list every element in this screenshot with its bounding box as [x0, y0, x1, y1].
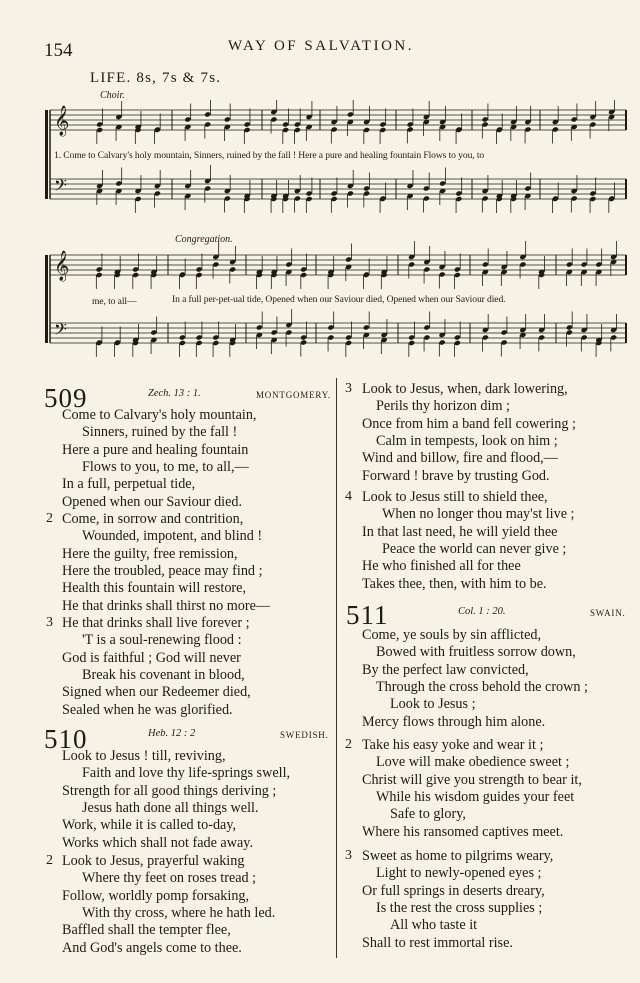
scripture-reference: Heb. 12 : 2 [148, 728, 196, 739]
hymn-line: Or full springs in deserts dreary, [362, 882, 545, 899]
hymn-line: Is the rest the cross supplies ; [376, 899, 543, 916]
hymn-line: In that last need, he will yield thee [362, 523, 558, 540]
page-number: 154 [44, 40, 73, 61]
hymn-line: God is faithful ; God will never [62, 649, 241, 666]
hymn-line: He who finished all for thee [362, 558, 521, 575]
hymn-line: Mercy flows through him alone. [362, 713, 546, 730]
bass-clef-icon: 𝄢 [54, 175, 67, 199]
hymn-line: While his wisdom guides your feet [376, 788, 575, 805]
choir-label: Choir. [100, 90, 125, 101]
music-system-1 [0, 100, 640, 230]
hymn-line: Takes thee, then, with him to be. [362, 575, 547, 592]
hymn-line: Wounded, impotent, and blind ! [82, 528, 263, 545]
hymn-line: Flows to you, to me, to all,— [82, 458, 249, 475]
tune-name: SWEDISH. [280, 730, 329, 740]
hymn-line: Sinners, ruined by the fall ! [82, 424, 238, 441]
hymn-line: Safe to glory, [390, 806, 466, 823]
hymn-line: Come to Calvary's holy mountain, [62, 407, 257, 423]
hymn-line: Health this fountain will restore, [62, 580, 247, 597]
system-brace [45, 110, 48, 199]
treble-clef-icon: 𝄞 [54, 106, 70, 136]
hymn-line: Opened when our Saviour died. [62, 493, 243, 510]
hymn-line: Break his covenant in blood, [82, 666, 245, 683]
hymn-number: 511 [346, 600, 389, 630]
hymn-line: Works which shall not fade away. [62, 834, 253, 851]
hymn-line: Love will make obedience sweet ; [376, 754, 570, 771]
running-head: WAY OF SALVATION. [228, 38, 415, 54]
hymn-line: Light to newly-opened eyes ; [376, 865, 542, 882]
hymn-line: Look to Jesus, prayerful waking [62, 853, 245, 869]
hymn-line: Sweet as home to pilgrims weary, [362, 848, 554, 864]
stanza-number: 3 [345, 381, 352, 396]
hymn-line: Come, in sorrow and contrition, [62, 511, 244, 527]
hymn-line: Look to Jesus ! till, reviving, [62, 748, 226, 764]
scripture-reference: Zech. 13 : 1. [148, 388, 201, 399]
stanza-number: 3 [46, 615, 53, 630]
hymn-line: Signed when our Redeemer died, [62, 684, 251, 701]
stanza-number: 4 [345, 489, 352, 504]
hymn-number: 510 [44, 724, 88, 754]
hymn-line: Come, ye souls by sin afflicted, [362, 627, 542, 643]
hymn-line: Look to Jesus ; [390, 696, 476, 713]
hymn-line: Peace the world can never give ; [382, 540, 567, 557]
lyric-line-2-lead: me, to all— [92, 296, 137, 307]
bass-clef-icon: 𝄢 [54, 319, 67, 343]
system-brace [45, 255, 48, 343]
hymn-line: Perils thy horizon dim ; [376, 398, 510, 415]
hymn-line: Here a pure and healing fountain [62, 441, 249, 458]
hymn-line: Forward ! brave by trusting God. [362, 467, 550, 484]
hymn-line: Bowed with fruitless sorrow down, [376, 644, 576, 661]
lyric-line-1: 1. Come to Calvary's holy mountain, Sinners, ruined by the fall ! Here a pure and healing fountain Flows to you, to [54, 150, 485, 161]
hymn-line: Calm in tempests, look on him ; [376, 432, 558, 449]
hymn-line: Work, while it is called to-day, [62, 817, 237, 834]
hymn-line: Strength for all good things deriving ; [62, 782, 277, 799]
hymn-line: Follow, worldly pomp forsaking, [62, 887, 250, 904]
hymn-line: Where his ransomed captives meet. [362, 823, 564, 840]
hymn-line: Look to Jesus, when, dark lowering, [362, 381, 568, 397]
hymn-line: Where thy feet on roses tread ; [82, 870, 257, 887]
hymn-line: 'T is a soul-renewing flood : [82, 632, 242, 649]
lyric-line-2: In a full per-pet-ual tide, Opened when our Saviour died, Opened when our Saviour died. [172, 294, 506, 305]
hymn-line: When no longer thou may'st live ; [382, 506, 575, 523]
hymn-line: Take his easy yoke and wear it ; [362, 737, 544, 753]
tune-name: MONTGOMERY. [256, 390, 331, 400]
hymn-line: And God's angels come to thee. [62, 939, 242, 956]
hymn-line: Through the cross behold the crown ; [376, 678, 588, 695]
hymn-line: In a full, perpetual tide, [62, 476, 196, 493]
column-divider [336, 378, 337, 958]
hymn-line: Faith and love thy life-springs swell, [82, 765, 291, 782]
hymn-line: Wind and billow, fire and flood,— [362, 450, 558, 467]
treble-clef-icon: 𝄞 [54, 251, 70, 281]
hymn-line: Look to Jesus still to shield thee, [362, 489, 548, 505]
hymn-line: All who taste it [390, 917, 478, 934]
congregation-label: Congregation. [175, 234, 233, 245]
hymn-line: Christ will give you strength to bear it, [362, 771, 582, 788]
hymn-line: Baffled shall the tempter flee, [62, 922, 231, 939]
hymn-number: 509 [44, 383, 88, 413]
scripture-reference: Col. 1 : 20. [458, 606, 506, 617]
stanza-number: 2 [46, 853, 53, 868]
hymn-line: Shall to rest immortal rise. [362, 934, 513, 951]
hymn-line: Once from him a band fell cowering ; [362, 415, 576, 432]
hymn-line: He that drinks shall live forever ; [62, 615, 250, 631]
hymn-line: Here the guilty, free remission, [62, 545, 238, 562]
hymn-line: With thy cross, where he hath led. [82, 904, 276, 921]
hymn-line: Jesus hath done all things well. [82, 799, 259, 816]
hymn-line: Here the troubled, peace may find ; [62, 562, 263, 579]
hymn-line: He that drinks shall thirst no more— [62, 597, 271, 614]
stanza-number: 2 [345, 737, 352, 752]
tune-title: LIFE. 8s, 7s & 7s. [90, 70, 222, 86]
hymn-line: By the perfect law convicted, [362, 661, 529, 678]
stanza-number: 2 [46, 511, 53, 526]
hymn-line: Sealed when he was glorified. [62, 701, 233, 718]
tune-name: SWAIN. [590, 608, 626, 618]
stanza-number: 3 [345, 848, 352, 863]
